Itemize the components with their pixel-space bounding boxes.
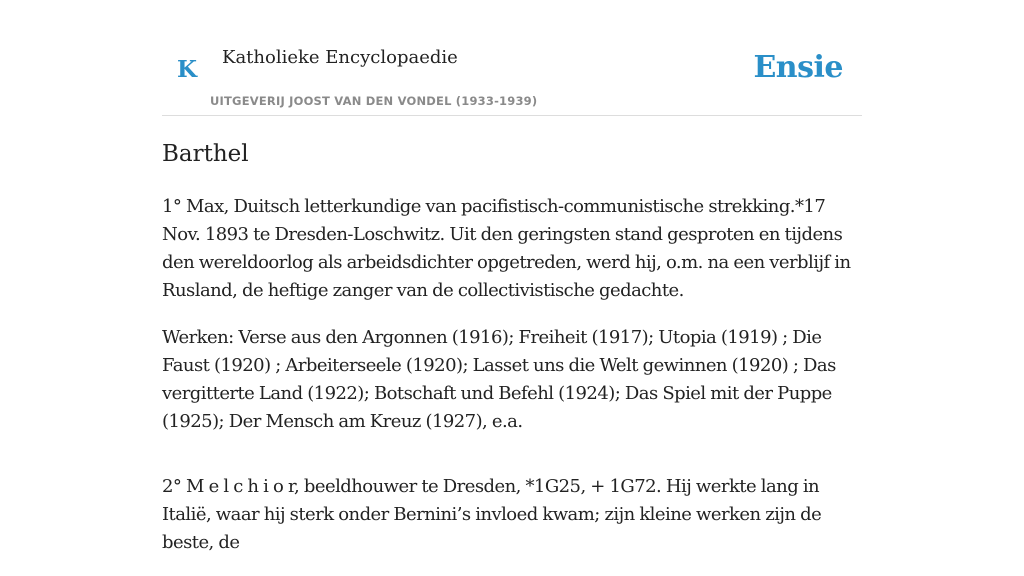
publisher-subtitle: UITGEVERIJ JOOST VAN DEN VONDEL (1933-1939) <box>210 94 538 108</box>
article-paragraph-1: 1° Max, Duitsch letterkundige van pacifistisch-communistische strekking.*17 Nov. 1893 te Dresden-Loschwitz. Uit den geringsten stand gesproten en tijdens den wereldoorlog als arbeidsdichter opgetreden, werd hij, o.m. na een verblijf in Rusland, de heftige zanger van de collectivistische gedachte. <box>162 196 851 301</box>
publication-title[interactable]: Katholieke Encyclopaedie <box>222 47 458 68</box>
site-header <box>162 40 862 116</box>
article-title: Barthel <box>162 141 249 167</box>
ensie-brand-logo[interactable]: Ensie <box>753 50 843 85</box>
article-paragraph-2: 2° M e l c h i o r, beeldhouwer te Dresden, *1G25, + 1G72. Hij werkte lang in Italië, waar hij sterk onder Bernini’s invloed kwam; zijn kleine werken zijn de beste, de <box>162 476 822 553</box>
article-body <box>162 138 864 576</box>
encyclopedia-logo-icon[interactable]: K <box>177 56 197 83</box>
article-paragraph-works: Werken: Verse aus den Argonnen (1916); Freiheit (1917); Utopia (1919) ; Die Faust (1920) ; Arbeiterseele (1920); Lasset uns die Welt gewinnen (1920) ; Das vergitterte Land (1922); Botschaft und Befehl (1924); Das Spiel mit der Puppe (1925); Der Mensch am Kreuz (1927), e.a. <box>162 327 836 432</box>
